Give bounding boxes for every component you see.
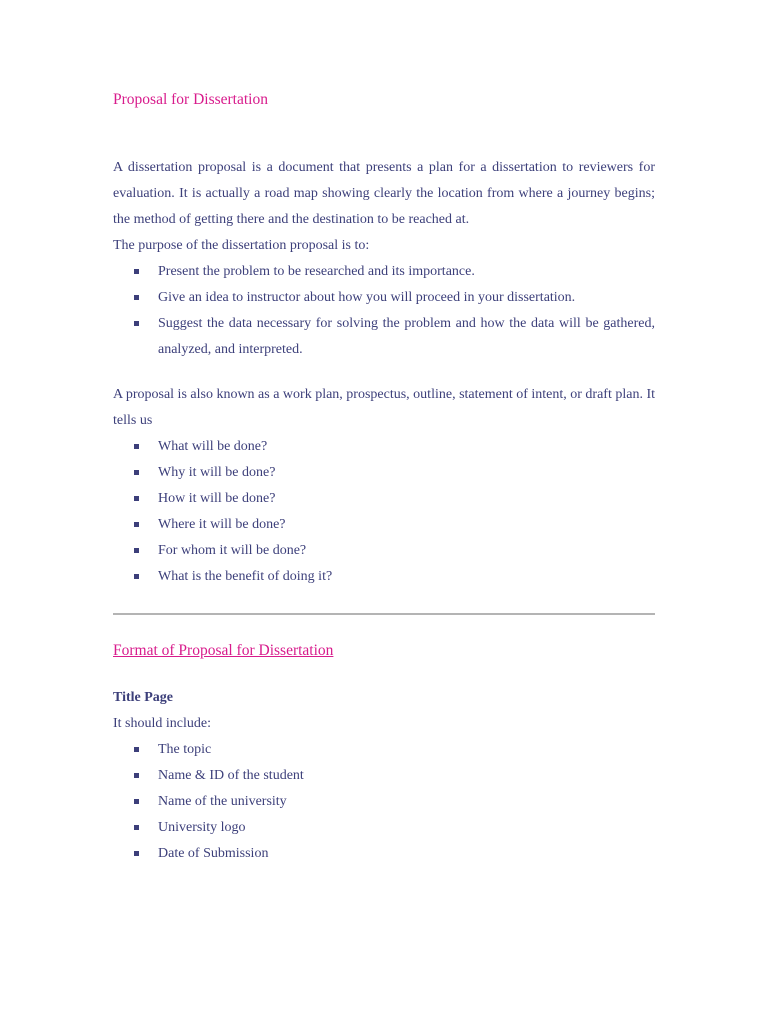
bullet-icon: [134, 825, 139, 830]
purpose-lead: The purpose of the dissertation proposal is to:: [113, 238, 370, 253]
also-known-paragraph: A proposal is also known as a work plan, prospectus, outline, statement of intent, or draft plan. It tells us: [113, 387, 656, 428]
title-page-subheading: Title Page: [113, 690, 174, 705]
document-page: [113, 88, 655, 867]
bullet-icon: [134, 773, 139, 778]
bullet-icon: [134, 321, 139, 326]
list-item: Why it will be done?: [113, 460, 655, 486]
bullet-icon: [134, 444, 139, 449]
list-item: What will be done?: [113, 434, 655, 460]
intro-paragraph: A dissertation proposal is a document that presents a plan for a dissertation to reviewers for evaluation. It is actually a road map showing clearly the location from where a journey begins; the method of getting there and the destination to be reached at.: [113, 160, 655, 227]
list-item: How it will be done?: [113, 486, 655, 512]
list-item: Date of Submission: [113, 841, 655, 867]
format-section-title: Format of Proposal for Dissertation: [113, 642, 334, 659]
list-item: University logo: [113, 815, 655, 841]
bullet-icon: [134, 548, 139, 553]
list-item: Give an idea to instructor about how you will proceed in your dissertation.: [113, 285, 655, 311]
bullet-icon: [134, 747, 139, 752]
questions-list: [113, 434, 655, 590]
include-lead: It should include:: [113, 716, 211, 731]
section-title: Proposal for Dissertation: [113, 91, 268, 108]
list-item: Where it will be done?: [113, 512, 655, 538]
bullet-icon: [134, 496, 139, 501]
list-item: Name of the university: [113, 789, 655, 815]
bullet-icon: [134, 470, 139, 475]
list-item: Suggest the data necessary for solving the problem and how the data will be gathered, analyzed, and interpreted.: [113, 311, 655, 363]
list-item: What is the benefit of doing it?: [113, 564, 655, 590]
bullet-icon: [134, 522, 139, 527]
bullet-icon: [134, 799, 139, 804]
bullet-icon: [134, 851, 139, 856]
list-item: Present the problem to be researched and its importance.: [113, 259, 655, 285]
list-item: Name & ID of the student: [113, 763, 655, 789]
bullet-icon: [134, 269, 139, 274]
bullet-icon: [134, 574, 139, 579]
bullet-icon: [134, 295, 139, 300]
section-divider: [113, 613, 655, 615]
purpose-list: [113, 259, 655, 363]
list-item: For whom it will be done?: [113, 538, 655, 564]
list-item: The topic: [113, 737, 655, 763]
title-page-list: [113, 737, 655, 867]
